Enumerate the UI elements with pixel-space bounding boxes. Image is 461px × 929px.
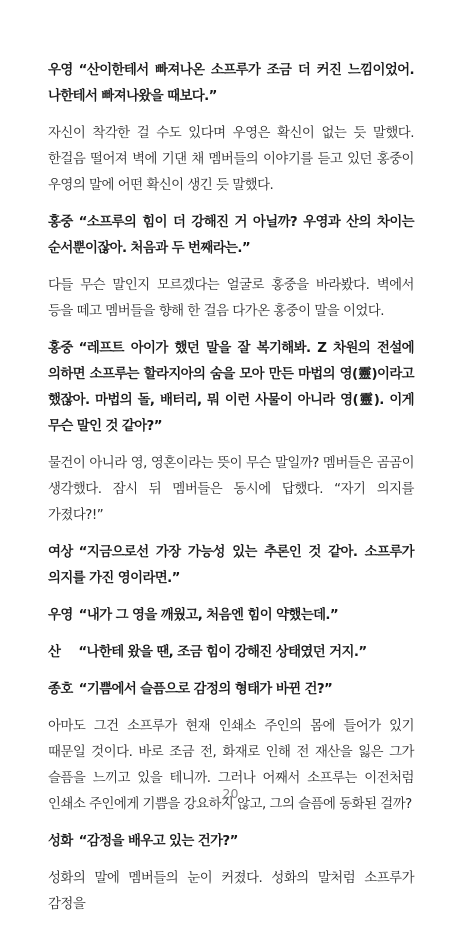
dialogue-seonghwa <box>48 829 414 855</box>
dialogue-wooyoung-2 <box>48 603 414 629</box>
speaker-name: 성화 <box>48 834 73 849</box>
page-number: 20 <box>222 786 239 801</box>
speaker-name: 홍중 <box>48 341 73 356</box>
speaker-name: 종호 <box>48 682 73 697</box>
dialogue-text: “레프트 아이가 했던 말을 잘 복기해봐. Z 차원의 전설에 의하면 소프루는 할라지아의 숨을 모아 만든 마법의 영(靈)이라고 했잖아. 마법의 돌, 배터리, 뭐 이런 사물이 아니라 영(靈). 이게 무슨 말인 것 같아?” <box>48 341 414 434</box>
dialogue-text: “기쁨에서 슬픔으로 감정의 형태가 바뀐 건?” <box>78 682 333 697</box>
dialogue-text: “나한테 왔을 땐, 조금 힘이 강해진 상태였던 거지.” <box>78 645 367 660</box>
narration-paragraph: 자신이 착각한 걸 수도 있다며 우영은 확신이 없는 듯 말했다. 한걸음 떨어져 벽에 기댄 채 멤버들의 이야기를 듣고 있던 홍중이 우영의 말에 어떤 확신이 생긴 듯 말했다. <box>48 126 414 193</box>
speaker-name: 산 <box>48 645 61 660</box>
speaker-name: 여상 <box>48 545 73 560</box>
dialogue-text: “내가 그 영을 깨웠고, 처음엔 힘이 약했는데.” <box>78 608 339 623</box>
narration-paragraph: 아마도 그건 소프루가 현재 인쇄소 주인의 몸에 들어가 있기 때문일 것이다. 바로 조금 전, 화재로 인해 전 재산을 잃은 그가 슬픔을 느끼고 있을 테니까. 그러나 어째서 소프루는 이전처럼 인쇄소 주인에게 기쁨을 강요하지 않고, 그의 슬픔에 동화된 걸까? <box>48 719 414 812</box>
dialogue-text: “소프루의 힘이 더 강해진 거 아닐까? 우영과 산의 차이는 순서뿐이잖아. 처음과 두 번째라는.” <box>48 215 414 256</box>
dialogue-text: “산이한테서 빠져나온 소프루가 조금 더 커진 느낌이었어. 나한테서 빠져나왔을 때보다.” <box>48 63 414 104</box>
dialogue-text: “지금으로선 가장 가능성 있는 추론인 것 같아. 소프루가 의지를 가진 영이라면.” <box>48 545 414 586</box>
speaker-name: 우영 <box>48 608 73 623</box>
narration-paragraph: 성화의 말에 멤버들의 눈이 커졌다. 성화의 말처럼 소프루가 감정을 <box>48 871 414 912</box>
dialogue-hongjoong-2 <box>48 336 414 440</box>
dialogue-jongho <box>48 677 414 703</box>
dialogue-wooyoung-1 <box>48 58 414 110</box>
speaker-name: 홍중 <box>48 215 73 230</box>
dialogue-text: “감정을 배우고 있는 건가?” <box>78 834 238 849</box>
dialogue-san <box>48 640 414 666</box>
speaker-name: 우영 <box>48 63 73 78</box>
dialogue-hongjoong-1 <box>48 210 414 262</box>
dialogue-yeosang <box>48 540 414 592</box>
narration-paragraph: 물건이 아니라 영, 영혼이라는 뜻이 무슨 말일까? 멤버들은 곰곰이 생각했다. 잠시 뒤 멤버들은 동시에 답했다. “자기 의지를 가졌다?!” <box>48 456 414 523</box>
narration-paragraph: 다들 무슨 말인지 모르겠다는 얼굴로 홍중을 바라봤다. 벽에서 등을 떼고 멤버들을 향해 한 걸음 다가온 홍중이 말을 이었다. <box>48 278 414 319</box>
